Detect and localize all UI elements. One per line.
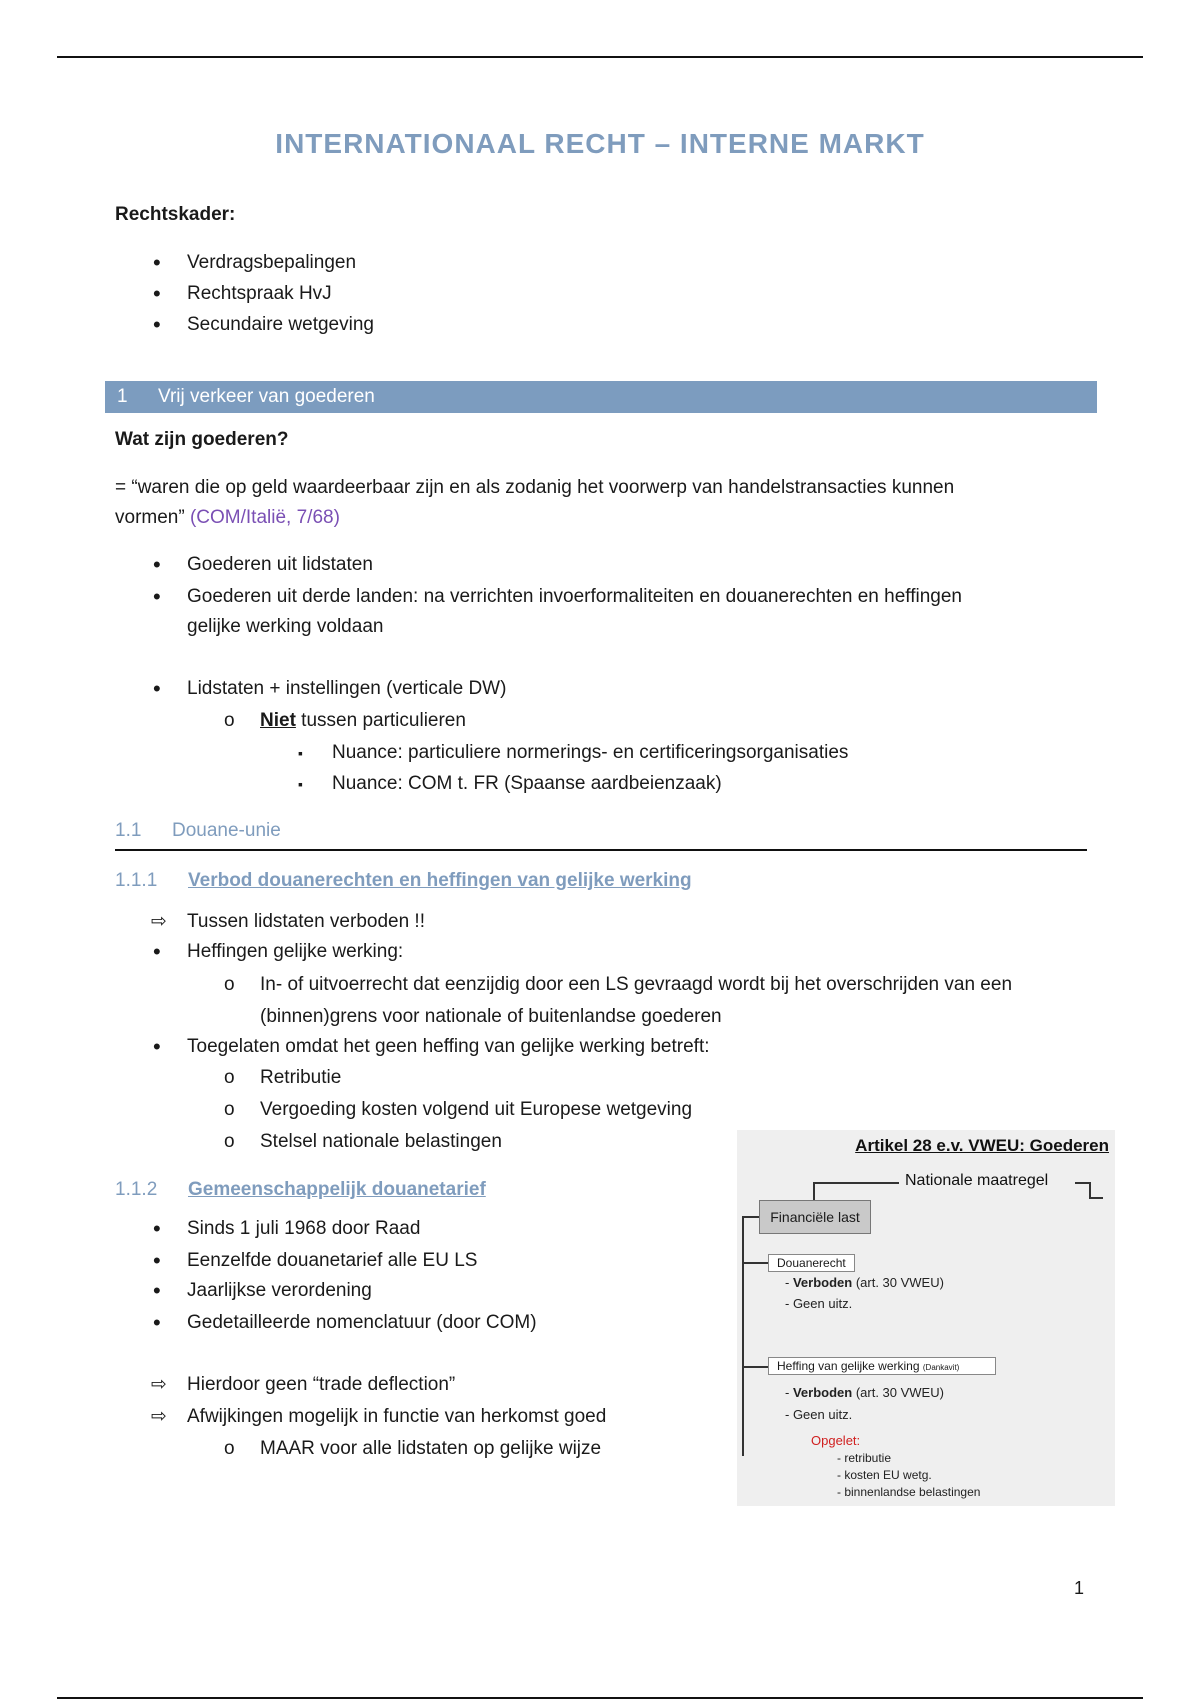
connector-line: [1089, 1182, 1091, 1198]
connector-line: [813, 1182, 899, 1184]
heffing-geen-uitz: - Geen uitz.: [785, 1407, 853, 1422]
circle-bullet-icon: o: [224, 1131, 235, 1152]
list-item: • Goederen uit lidstaten: [187, 553, 373, 577]
financiele-last-box: Financiële last: [759, 1200, 871, 1234]
uitzondering-item: - retributie: [837, 1451, 892, 1465]
list-item-continuation: gelijke werking voldaan: [187, 616, 384, 637]
sub-item: Stelsel nationale belastingen: [260, 1131, 502, 1152]
diagram-nationale-maatregel: Nationale maatregel: [905, 1172, 1049, 1189]
heffing-verboden: - Verboden (art. 30 VWEU): [785, 1385, 944, 1400]
goederen-diagram: [737, 1130, 1115, 1506]
douanerecht-geen-uitz: - Geen uitz.: [785, 1296, 853, 1311]
header-rule: [57, 56, 1143, 58]
nuance-item: ▪ Nuance: particuliere normerings- en certificeringsorganisaties: [332, 741, 848, 765]
list-item: • Goederen uit derde landen: na verrichten invoerformaliteiten en douanerechten en heffingen: [187, 585, 962, 609]
art-label: (art. 30 VWEU): [852, 1275, 944, 1290]
list-item: • Heffingen gelijke werking:: [187, 940, 403, 964]
goederen-question: Wat zijn goederen?: [115, 429, 289, 450]
connector-line: [742, 1262, 768, 1264]
section-number: 1.1.1: [115, 870, 158, 891]
douanerecht-verboden: - Verboden (art. 30 VWEU): [785, 1275, 944, 1290]
nuance-item: ▪ Nuance: COM t. FR (Spaanse aardbeienzaak): [332, 772, 722, 796]
niet-rest: tussen particulieren: [295, 710, 466, 731]
section-heading-1: [105, 381, 1097, 413]
list-item: • Toegelaten omdat het geen heffing van gelijke werking betreft:: [187, 1035, 710, 1059]
sub-item: MAAR voor alle lidstaten op gelijke wijze: [260, 1438, 602, 1459]
verboden-label: Verboden: [792, 1275, 853, 1290]
connector-line: [1075, 1182, 1089, 1184]
list-item: • Gedetailleerde nomenclatuur (door COM): [187, 1311, 537, 1335]
section-number: 1: [117, 386, 128, 407]
footer-rule: [57, 1697, 1143, 1699]
section-label: Gemeenschappelijk douanetarief: [188, 1179, 486, 1200]
circle-bullet-icon: o: [224, 974, 235, 995]
diagram-title: Artikel 28 e.v. VWEU: Goederen: [855, 1136, 1109, 1155]
sub-item: Vergoeding kosten volgend uit Europese wetgeving: [260, 1099, 693, 1120]
connector-line: [813, 1182, 815, 1200]
list-item: • Sinds 1 juli 1968 door Raad: [187, 1217, 420, 1241]
section-rule: [115, 849, 1087, 851]
section-heading-1-1-1: [115, 870, 692, 892]
heffing-case: (Dankavit): [922, 1363, 960, 1372]
uitzondering-item: - kosten EU wetg.: [837, 1468, 932, 1482]
list-item: • Lidstaten + instellingen (verticale DW): [187, 677, 506, 701]
page-title: INTERNATIONAAL RECHT – INTERNE MARKT: [275, 128, 925, 159]
list-item: • Secundaire wetgeving: [187, 313, 374, 337]
circle-bullet-icon: o: [224, 1438, 235, 1459]
definition-end: vormen”: [115, 507, 185, 528]
arrow-item: ⇨ Hierdoor geen “trade deflection”: [187, 1373, 455, 1397]
sub-item: Retributie: [260, 1067, 342, 1088]
circle-bullet-icon: o: [224, 1067, 235, 1088]
douanerecht-box: Douanerecht: [768, 1254, 855, 1272]
verboden-label: Verboden: [792, 1385, 853, 1400]
case-citation: (COM/Italië, 7/68): [189, 507, 340, 528]
list-item: • Eenzelfde douanetarief alle EU LS: [187, 1249, 477, 1273]
sub-item-continuation: (binnen)grens voor nationale of buitenlandse goederen: [260, 1006, 722, 1027]
list-item: • Rechtspraak HvJ: [187, 282, 332, 306]
section-number: 1.1: [115, 820, 142, 841]
circle-bullet-icon: o: [224, 710, 235, 731]
connector-line: [742, 1366, 768, 1368]
rechtskader-heading: Rechtskader:: [115, 204, 236, 225]
section-label: Verbod douanerechten en heffingen van gelijke werking: [188, 870, 692, 891]
opgelet-label: Opgelet:: [811, 1433, 861, 1448]
section-label: Vrij verkeer van goederen: [158, 386, 375, 407]
heffing-label: Heffing van gelijke werking: [777, 1359, 920, 1373]
list-item: • Jaarlijkse verordening: [187, 1279, 372, 1303]
art-label: (art. 30 VWEU): [852, 1385, 944, 1400]
niet-word: Niet: [260, 710, 296, 731]
section-heading-1-1: [115, 820, 281, 842]
sub-item: In- of uitvoerrecht dat eenzijdig door een LS gevraagd wordt bij het overschrijden van een: [260, 974, 1013, 995]
arrow-item: ⇨ Afwijkingen mogelijk in functie van herkomst goed: [187, 1405, 606, 1429]
connector-line: [742, 1216, 760, 1218]
section-heading-1-1-2: [115, 1179, 486, 1201]
niet-item: [260, 709, 466, 733]
heffing-box: [768, 1357, 996, 1375]
definition-line-2: [115, 506, 340, 530]
connector-line: [1089, 1197, 1103, 1199]
definition-line-1: = “waren die op geld waardeerbaar zijn en als zodanig het voorwerp van handelstransacties kunnen: [115, 477, 955, 498]
connector-line: [742, 1216, 744, 1456]
section-number: 1.1.2: [115, 1179, 158, 1200]
uitzondering-item: - binnenlandse belastingen: [837, 1485, 981, 1499]
section-label: Douane-unie: [172, 820, 281, 841]
page-number: 1: [1074, 1578, 1085, 1598]
list-item: • Verdragsbepalingen: [187, 251, 356, 275]
circle-bullet-icon: o: [224, 1099, 235, 1120]
arrow-item: ⇨ Tussen lidstaten verboden !!: [187, 910, 425, 934]
